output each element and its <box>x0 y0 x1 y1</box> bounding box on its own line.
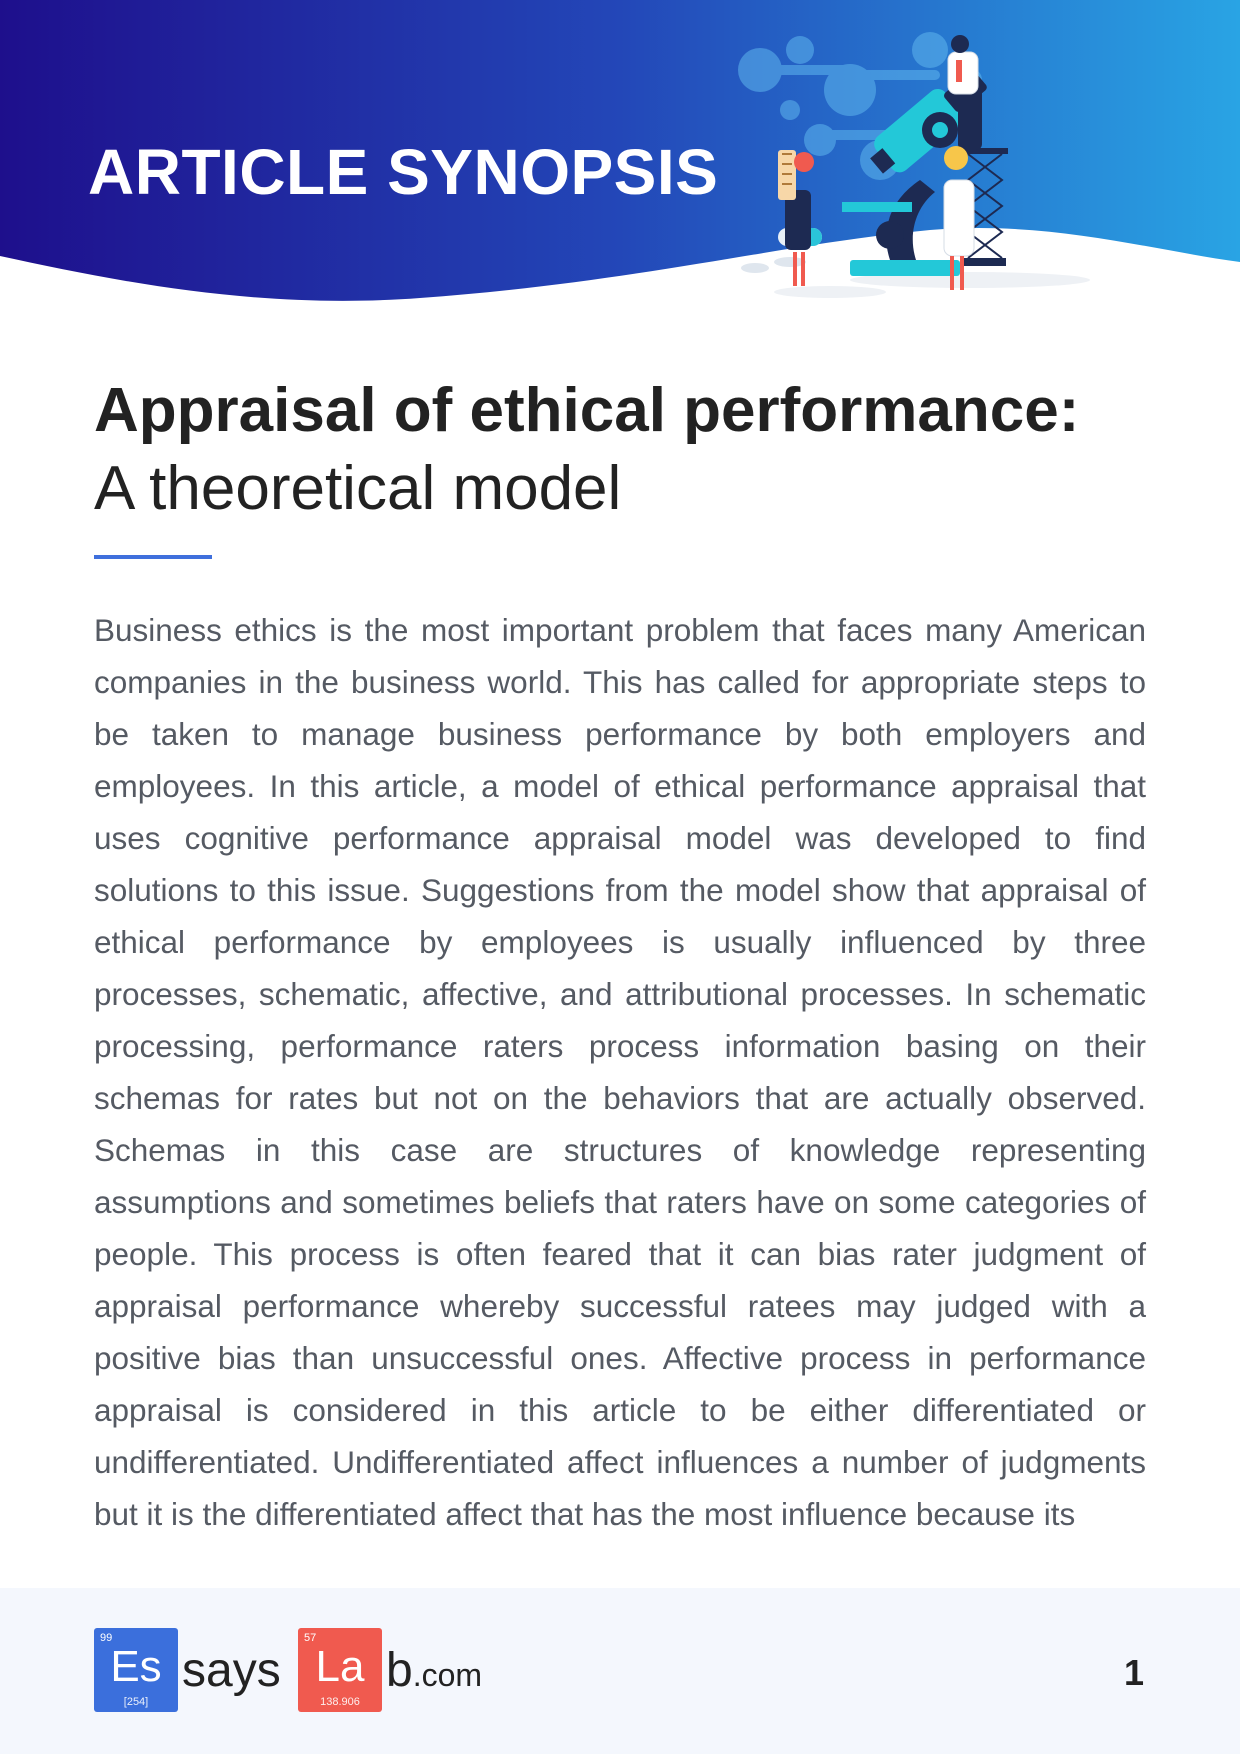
logo-es-number: 99 <box>100 1632 113 1644</box>
logo-word-says: says <box>182 1644 281 1697</box>
logo-la-number: 57 <box>304 1632 317 1644</box>
article-body: Business ethics is the most important problem that faces many American companies in the business world. This has called for appropriate steps to be taken to manage business performance by both employers and employees. In this article, a model of ethical performance appraisal that uses cognitive performance appraisal model was developed to find solutions to this issue. Suggestions from the model show that appraisal of ethical performance by employees is usually influenced by three processes, schematic, affective, and attributional processes. In schematic processing, performance raters process information basing on their schemas for rates but not on the behaviors that are actually observed. Schemas in this case are structures of knowledge representing assumptions and sometimes beliefs that raters have on some categories of people. This process is often feared that it can bias rater judgment of appraisal performance whereby successful ratees may judged with a positive bias than unsuccessful ones. Affective process in performance appraisal is considered in this article to be either differentiated or undifferentiated. Undifferentiated affect influences a number of judgments but it is the differentiated affect that has the most influence because its <box>94 612 1146 1532</box>
logo-es-element-box <box>94 1628 178 1712</box>
logo-word-b <box>386 1644 482 1702</box>
article-title-subtitle: A theoretical model <box>94 454 622 523</box>
logo-es-symbol: Es <box>110 1642 162 1691</box>
logo-es-sub: [254] <box>123 1696 149 1708</box>
article-title <box>94 372 1154 528</box>
logo-la-symbol: La <box>315 1642 365 1691</box>
essayslab-logo[interactable] <box>94 1628 594 1712</box>
header-title: ARTICLE SYNOPSIS <box>88 136 719 208</box>
header-banner <box>0 0 1240 310</box>
footer <box>0 1588 1240 1754</box>
title-divider <box>94 555 212 559</box>
page-number: 1 <box>1123 1652 1144 1693</box>
logo-la-element-box <box>298 1628 382 1712</box>
article-title-main: Appraisal of ethical performance: <box>94 376 1080 445</box>
scientists-with-microscope-illustration <box>730 30 1150 310</box>
logo-b: b <box>386 1644 413 1697</box>
logo-tld: .com <box>412 1657 483 1693</box>
logo-la-sub: 138.906 <box>320 1696 360 1708</box>
